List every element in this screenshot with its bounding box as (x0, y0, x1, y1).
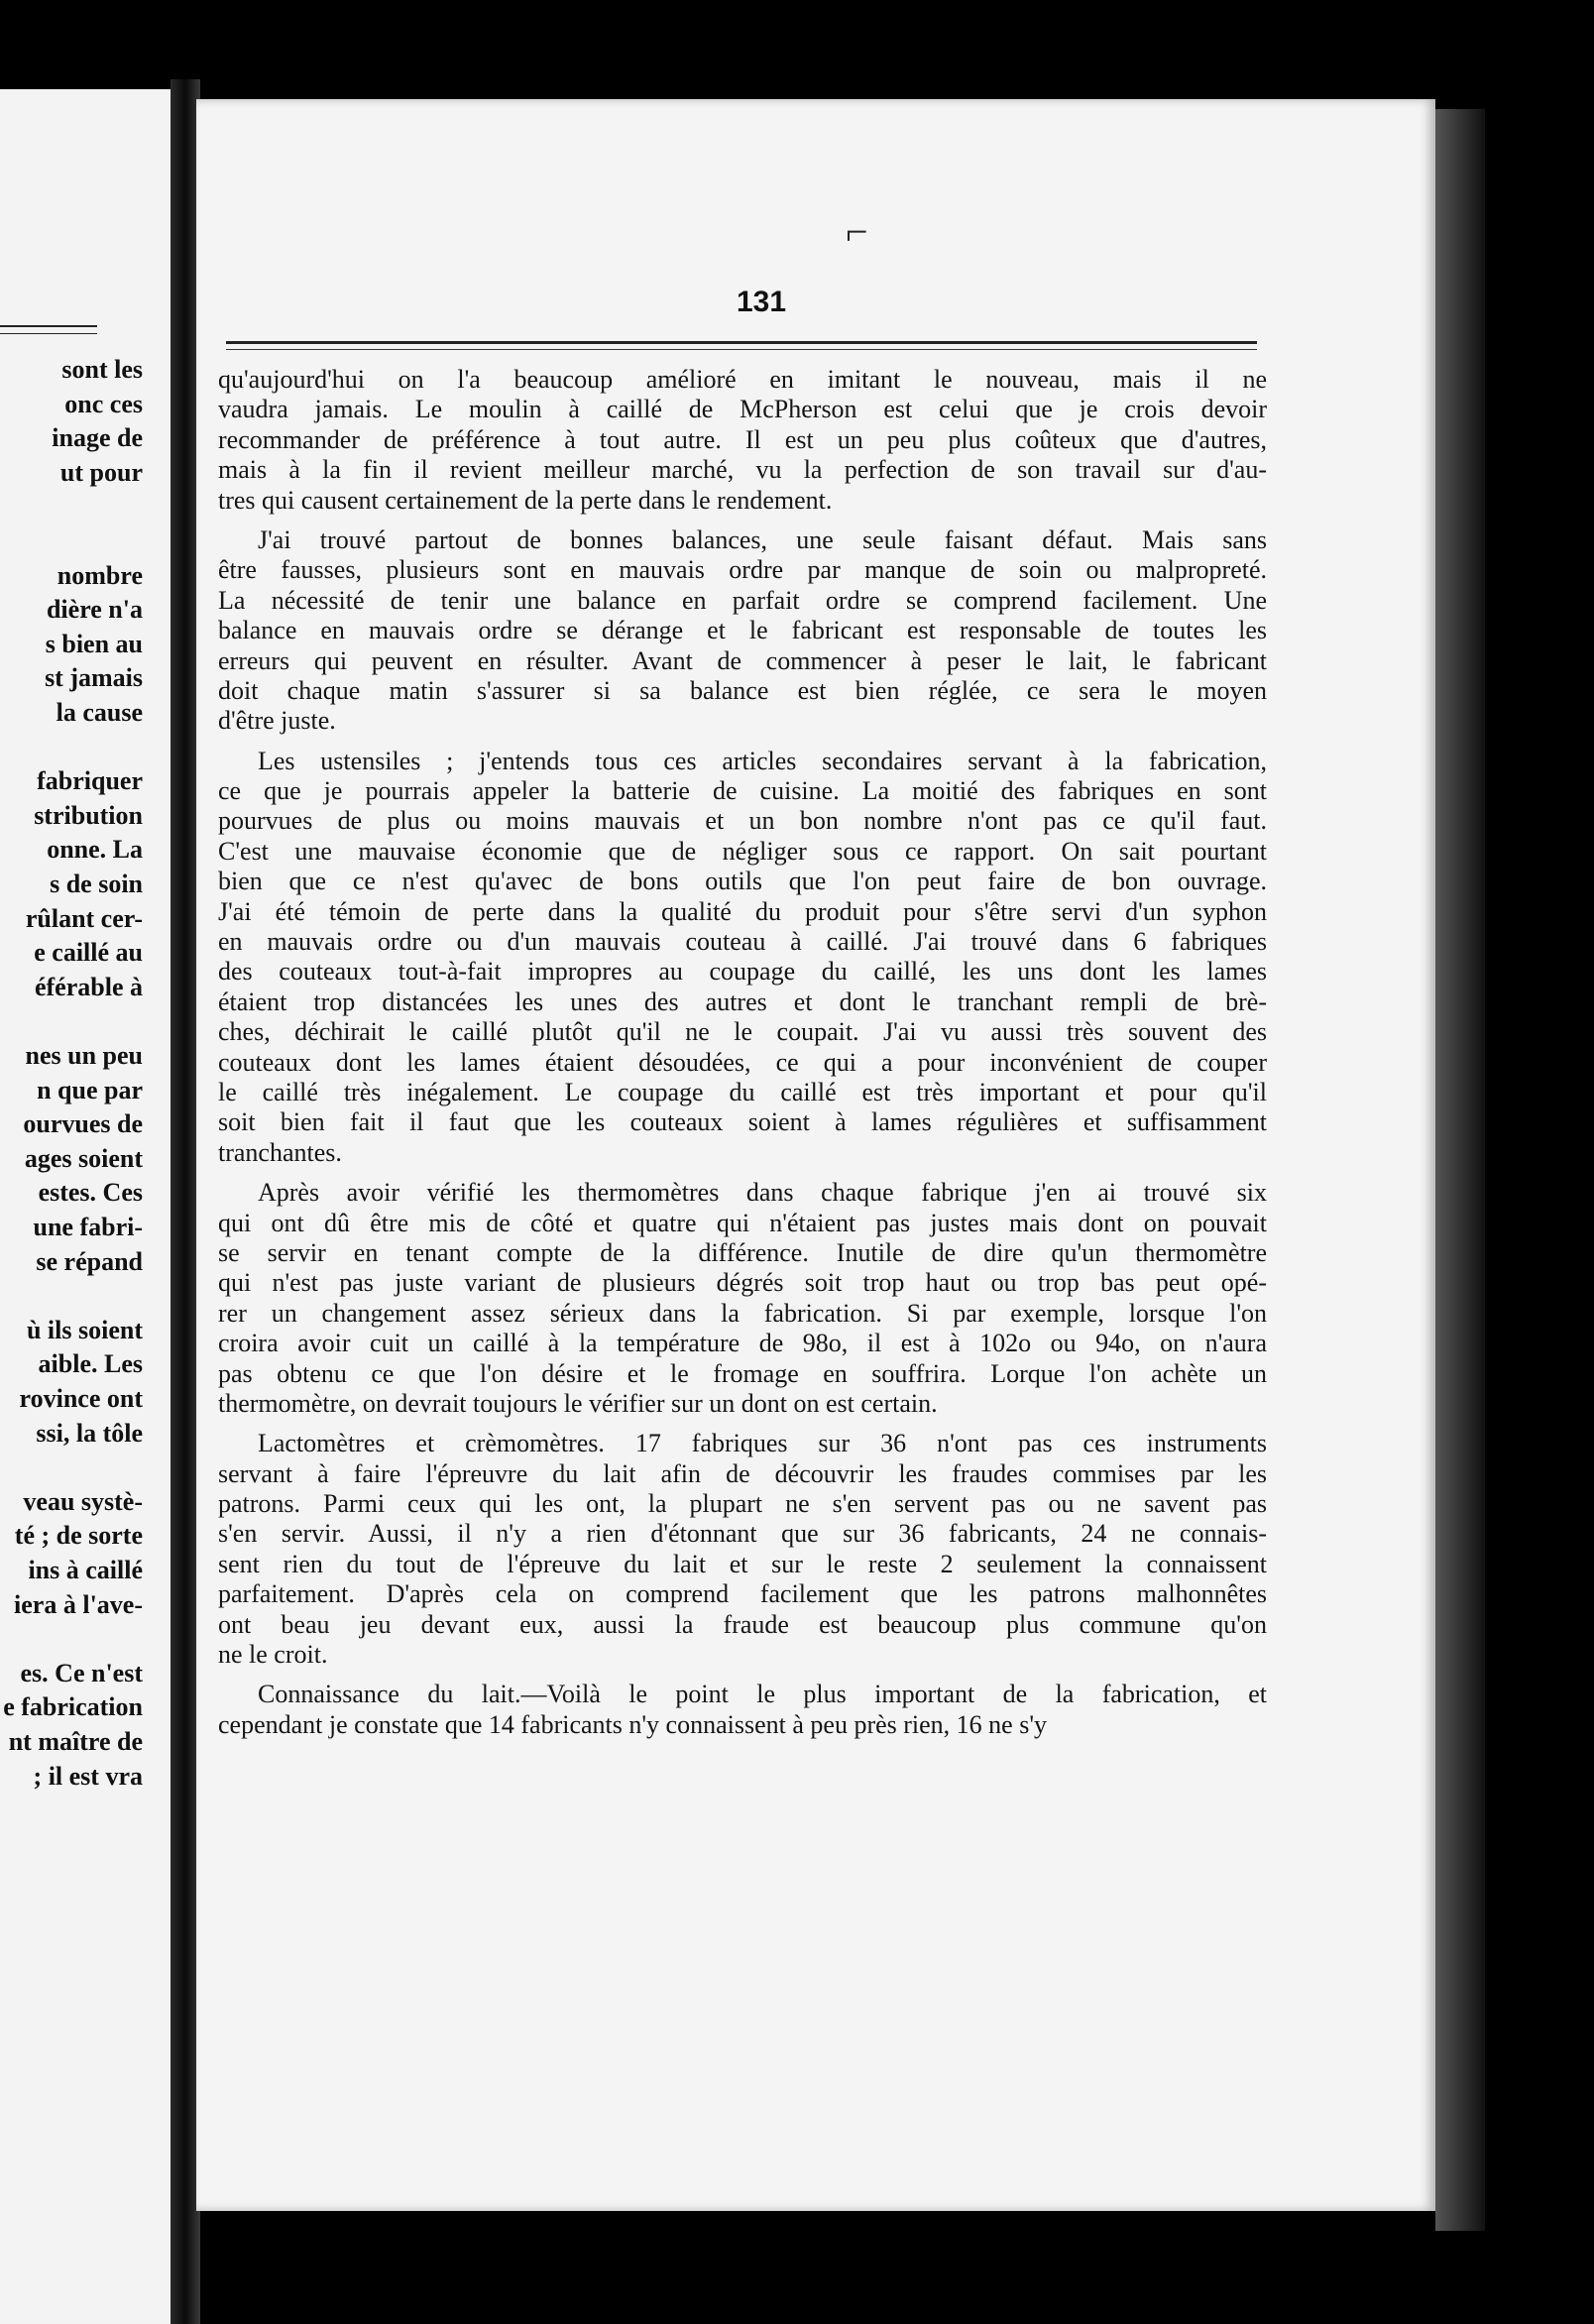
text-line: erreurs qui peuvent en résulter. Avant de commencer à peser le lait, le fabricant (218, 645, 1267, 675)
text-line: qui ont dû être mis de côté et quatre qui n'étaient pas justes mais dont on pouvait (218, 1208, 1267, 1237)
left-page-line: rovince ont (19, 1384, 143, 1413)
left-page-line: s bien au (45, 629, 143, 658)
left-page-line: onne. La (47, 835, 143, 865)
text-line: Connaissance du lait.—Voilà le point le plus important de la fabrication, et (258, 1680, 1267, 1709)
left-page-line: dière n'a (46, 595, 143, 625)
body-text (218, 365, 1267, 1740)
text-line: ont beau jeu devant eux, aussi la fraude est beaucoup plus commune qu'on (218, 1609, 1267, 1639)
left-page-line: stribution (34, 800, 143, 830)
left-page-line: se répand (36, 1246, 143, 1276)
left-page-line: veau systè- (23, 1486, 143, 1516)
text-line: en mauvais ordre ou d'un mauvais couteau à caillé. J'ai trouvé dans 6 fabriques (218, 927, 1267, 957)
left-page-line: n que par (37, 1075, 143, 1104)
left-page-line: s de soin (50, 870, 143, 898)
left-page-line: ssi, la tôle (36, 1418, 143, 1448)
left-page-line: ourvues de (23, 1109, 143, 1139)
left-page-line: st jamais (45, 663, 143, 693)
text-line: ce que je pourrais appeler la batterie de cuisine. La moitié des fabriques en sont (218, 776, 1267, 806)
left-page-line: onc ces (64, 389, 143, 418)
text-line: thermomètre, on devrait toujours le vérifier sur un dont on est certain. (218, 1388, 938, 1418)
text-line: croira avoir cuit un caillé à la température de 98o, il est à 102o ou 94o, on n'aura (218, 1329, 1267, 1358)
text-line: d'être juste. (218, 706, 336, 736)
text-line: J'ai trouvé partout de bonnes balances, une seule faisant défaut. Mais sans (258, 524, 1267, 554)
text-line: qui n'est pas juste variant de plusieurs dégrés soit trop haut ou trop bas peut opé- (218, 1268, 1267, 1298)
left-page-line: aible. Les (38, 1349, 143, 1379)
left-page-line: la cause (56, 698, 143, 727)
page-number: 131 (736, 286, 787, 318)
left-page-line: nombre (57, 560, 143, 590)
left-page-line: iera à l'ave- (14, 1589, 143, 1619)
text-line: se servir en tenant compte de la différence. Inutile de dire qu'un thermomètre (218, 1237, 1267, 1267)
text-line: cependant je constate que 14 fabricants n'y connaissent à peu près rien, 16 ne s'y (218, 1709, 1048, 1739)
left-page-line: ; il est vra (33, 1761, 143, 1791)
text-line: tranchantes. (218, 1137, 342, 1167)
left-page-line: e fabrication (3, 1692, 143, 1722)
left-page-line: ages soient (24, 1143, 143, 1173)
paragraph (218, 1680, 1267, 1740)
header-rule-thin (226, 349, 1257, 350)
text-line: recommander de préférence à tout autre. Il est un peu plus coûteux que d'autres, (218, 424, 1267, 454)
text-line: qu'aujourd'hui on l'a beaucoup amélioré en imitant le nouveau, mais il ne (218, 365, 1267, 394)
left-page-line: fabriquer (37, 766, 143, 796)
text-line: Après avoir vérifié les thermomètres dans chaque fabrique j'en ai trouvé six (258, 1178, 1267, 1208)
page-edge (1435, 109, 1485, 2231)
text-line: ches, déchirait le caillé plutôt qu'il ne le coupait. J'ai vu aussi très souvent des (218, 1017, 1267, 1047)
text-line: balance en mauvais ordre se dérange et le fabricant est responsable de toutes les (218, 616, 1267, 645)
paragraph (218, 1429, 1267, 1670)
left-page-line: éférable à (34, 972, 143, 1001)
previous-page-fragment (0, 89, 171, 2324)
left-page-rule (0, 325, 97, 327)
left-page-line: ù ils soient (26, 1315, 143, 1344)
left-page-line: es. Ce n'est (20, 1658, 143, 1687)
text-line: vaudra jamais. Le moulin à caillé de McPherson est celui que je crois devoir (218, 395, 1267, 424)
text-line: couteaux dont les lames étaient désoudées, ce qui a pour inconvénient de couper (218, 1047, 1267, 1077)
header-rule (226, 341, 1257, 344)
left-page-line: rûlant cer- (25, 903, 143, 933)
text-line: J'ai été témoin de perte dans la qualité du produit pour s'être servi d'un syphon (218, 896, 1267, 926)
text-line: C'est une mauvaise économie que de négliger sous ce rapport. On sait pourtant (218, 836, 1267, 866)
text-line: le caillé très inégalement. Le coupage du caillé est très important et pour qu'il (218, 1077, 1267, 1106)
left-page-line: nt maître de (8, 1727, 143, 1756)
left-page-line: e caillé au (34, 938, 143, 968)
paragraph (218, 365, 1267, 516)
left-page-line: ins à caillé (28, 1556, 143, 1584)
left-page-line: estes. Ces (38, 1178, 143, 1208)
paragraph (218, 747, 1267, 1168)
paragraph (218, 1178, 1267, 1419)
text-line: des couteaux tout-à-fait impropres au coupage du caillé, les uns dont les lames (218, 957, 1267, 987)
left-page-line: inage de (52, 423, 143, 453)
text-line: ne le croit. (218, 1640, 328, 1670)
text-line: étaient trop distancées les unes des autres et dont le tranchant rempli de brè- (218, 987, 1267, 1016)
text-line: patrons. Parmi ceux qui les ont, la plupart ne s'en servent pas ou ne savent pas (218, 1489, 1267, 1519)
left-page-line: ut pour (59, 457, 143, 487)
text-line: sent rien du tout de l'épreuve du lait et sur le reste 2 seulement la connaissent (218, 1549, 1267, 1578)
left-page-line: nes un peu (25, 1041, 143, 1070)
text-line: La nécessité de tenir une balance en parfait ordre se comprend facilement. Une (218, 585, 1267, 615)
text-line: Lactomètres et crèmomètres. 17 fabriques sur 36 n'ont pas ces instruments (258, 1429, 1267, 1458)
paragraph (218, 525, 1267, 737)
text-line: soit bien fait il faut que les couteaux soient à lames régulières et suffisamment (218, 1107, 1267, 1137)
text-line: tres qui causent certainement de la perte dans le rendement. (218, 485, 833, 515)
left-page-line: té ; de sorte (14, 1521, 143, 1551)
text-line: pas obtenu ce que l'on désire et le fromage en souffrira. Lorque l'on achète un (218, 1358, 1267, 1388)
text-line: doit chaque matin s'assurer si sa balance est bien réglée, ce sera le moyen (218, 675, 1267, 705)
text-line: s'en servir. Aussi, il n'y a rien d'étonnant que sur 36 fabricants, 24 ne connais- (218, 1519, 1267, 1549)
text-line: bien que ce n'est qu'avec de bons outils que l'on peut faire de bon ouvrage. (218, 867, 1267, 896)
page (196, 99, 1435, 2211)
text-line: être fausses, plusieurs sont en mauvais ordre par manque de soin ou malpropreté. (218, 555, 1267, 585)
left-page-line: une fabri- (33, 1213, 143, 1241)
text-line: servant à faire l'épreuvre du lait afin de découvrir les fraudes commises par les (218, 1458, 1267, 1488)
text-line: Les ustensiles ; j'entends tous ces articles secondaires servant à la fabrication, (258, 746, 1267, 775)
left-page-line: sont les (61, 355, 143, 384)
text-line: mais à la fin il revient meilleur marché, vu la perfection de son travail sur d'au- (218, 455, 1267, 485)
left-page-rule-thin (0, 333, 97, 334)
text-line: pourvues de plus ou moins mauvais et un bon nombre n'ont pas ce qu'il faut. (218, 806, 1267, 836)
text-line: rer un changement assez sérieux dans la fabrication. Si par exemple, lorsque l'on (218, 1298, 1267, 1328)
text-line: parfaitement. D'après cela on comprend facilement que les patrons malhonnêtes (218, 1579, 1267, 1609)
ink-mark: ⌐ (846, 209, 868, 254)
